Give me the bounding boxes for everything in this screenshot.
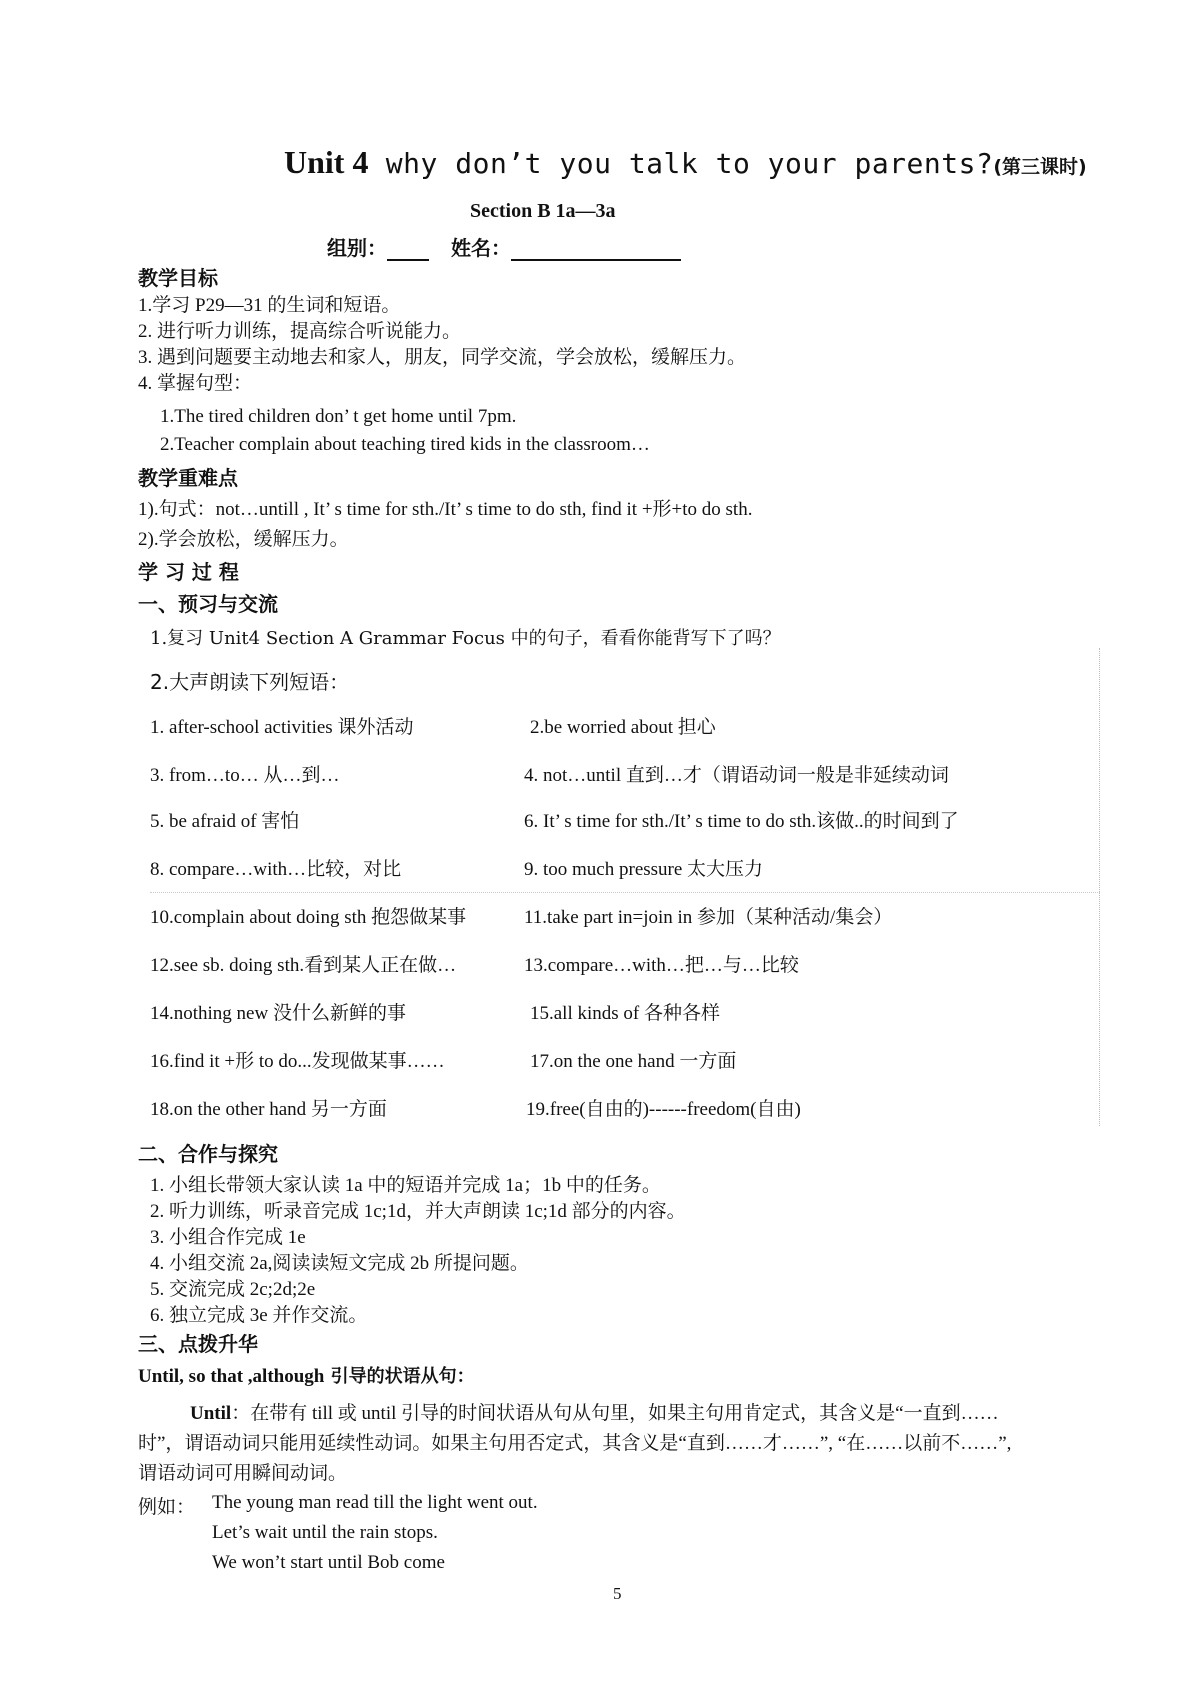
phrase-item: 10.complain about doing sth 抱怨做某事 — [150, 907, 467, 928]
objective-item: 4. 掌握句型： — [138, 373, 253, 394]
clause-subheading — [138, 1362, 475, 1388]
page-number: 5 — [613, 1584, 622, 1603]
part2-heading: 二、合作与探究 — [138, 1142, 278, 1166]
phrase-item: 6. It’ s time for sth./It’ s time to do sth.该做..的时间到了 — [524, 811, 959, 832]
task-item: 4. 小组交流 2a,阅读读短文完成 2b 所提问题。 — [150, 1253, 529, 1274]
phrase-item: 4. not…until 直到…才（谓语动词一般是非延续动词 — [524, 765, 949, 786]
difficulty-item: 2).学会放松，缓解压力。 — [138, 529, 349, 550]
difficulty-item: 1).句式：not…untill , It’ s time for sth./It’ s time to do sth, find it +形+to do sth. — [138, 499, 753, 520]
part3-heading: 三、点拨升华 — [138, 1332, 258, 1356]
phrase-item: 18.on the other hand 另一方面 — [150, 1099, 387, 1120]
part1-item: 1.复习 Unit4 Section A Grammar Focus 中的句子，看看你能背写下了吗？ — [150, 628, 781, 649]
title-unit: Unit 4 — [284, 144, 369, 180]
objective-item: 1.学习 P29—31 的生词和短语。 — [138, 295, 401, 316]
task-item: 6. 独立完成 3e 并作交流。 — [150, 1305, 368, 1326]
name-fields — [327, 232, 681, 261]
phrase-item: 12.see sb. doing sth.看到某人正在做… — [150, 955, 457, 976]
explanation-line: 时”，谓语动词只能用延续性动词。如果主句用否定式，其含义是“直到……才……”, “在……以前不……”, — [138, 1433, 1012, 1454]
phrase-item: 1. after-school activities 课外活动 — [150, 717, 414, 738]
dotted-border — [1099, 648, 1100, 1126]
section-subtitle: Section B 1a—3a — [470, 200, 616, 222]
example-label: 例如： — [138, 1497, 196, 1518]
phrase-item: 13.compare…with…把…与…比较 — [524, 955, 799, 976]
phrase-item: 3. from…to… 从…到… — [150, 765, 340, 786]
group-label: 组别： — [327, 236, 387, 260]
phrase-item: 19.free(自由的)------freedom(自由) — [526, 1099, 801, 1120]
phrase-item: 11.take part in=join in 参加（某种活动/集会） — [524, 907, 893, 928]
example-sentence: Let’s wait until the rain stops. — [212, 1522, 438, 1543]
clause-keywords: Until, so that ,although — [138, 1366, 325, 1387]
part1-heading: 一、预习与交流 — [138, 592, 278, 616]
group-blank[interactable] — [387, 239, 429, 261]
name-blank[interactable] — [511, 239, 681, 261]
difficulties-heading: 教学重难点 — [138, 466, 238, 490]
name-label: 姓名： — [451, 236, 511, 260]
process-heading: 学 习 过 程 — [138, 560, 239, 584]
phrase-item: 9. too much pressure 太大压力 — [524, 859, 764, 880]
explanation-term: Until — [190, 1403, 232, 1424]
pattern-sentence: 2.Teacher complain about teaching tired kids in the classroom… — [160, 434, 650, 455]
part1-item: 2.大声朗读下列短语： — [150, 670, 350, 694]
explanation-text: ：在带有 till 或 until 引导的时间状语从句从句里，如果主句用肯定式，其含义是“一直到…… — [231, 1403, 999, 1424]
objective-item: 2. 进行听力训练，提高综合听说能力。 — [138, 321, 462, 342]
pattern-sentence: 1.The tired children don’ t get home until 7pm. — [160, 406, 517, 427]
title-question: why don’t you talk to your parents? — [368, 147, 994, 180]
phrase-item: 17.on the one hand 一方面 — [530, 1051, 737, 1072]
explanation-line — [190, 1398, 999, 1425]
page-title — [284, 144, 1087, 181]
example-sentence: The young man read till the light went out. — [212, 1492, 538, 1513]
dotted-separator — [150, 892, 1100, 893]
task-item: 2. 听力训练，听录音完成 1c;1d，并大声朗读 1c;1d 部分的内容。 — [150, 1201, 686, 1222]
phrase-item: 16.find it +形 to do...发现做某事…… — [150, 1051, 445, 1072]
clause-subheading-rest: 引导的状语从句： — [324, 1366, 475, 1387]
objective-item: 3. 遇到问题要主动地去和家人，朋友，同学交流，学会放松，缓解压力。 — [138, 347, 747, 368]
task-item: 5. 交流完成 2c;2d;2e — [150, 1279, 316, 1300]
objectives-heading: 教学目标 — [138, 266, 218, 290]
phrase-item: 2.be worried about 担心 — [530, 717, 716, 738]
phrase-item: 5. be afraid of 害怕 — [150, 811, 300, 832]
explanation-line: 谓语动词可用瞬间动词。 — [138, 1463, 348, 1484]
task-item: 3. 小组合作完成 1e — [150, 1227, 306, 1248]
example-sentence: We won’t start until Bob come — [212, 1552, 445, 1573]
phrase-item: 14.nothing new 没什么新鲜的事 — [150, 1003, 406, 1024]
phrase-item: 8. compare…with…比较，对比 — [150, 859, 402, 880]
phrase-item: 15.all kinds of 各种各样 — [530, 1003, 720, 1024]
title-lesson: (第三课时) — [993, 156, 1087, 178]
task-item: 1. 小组长带领大家认读 1a 中的短语并完成 1a；1b 中的任务。 — [150, 1175, 661, 1196]
